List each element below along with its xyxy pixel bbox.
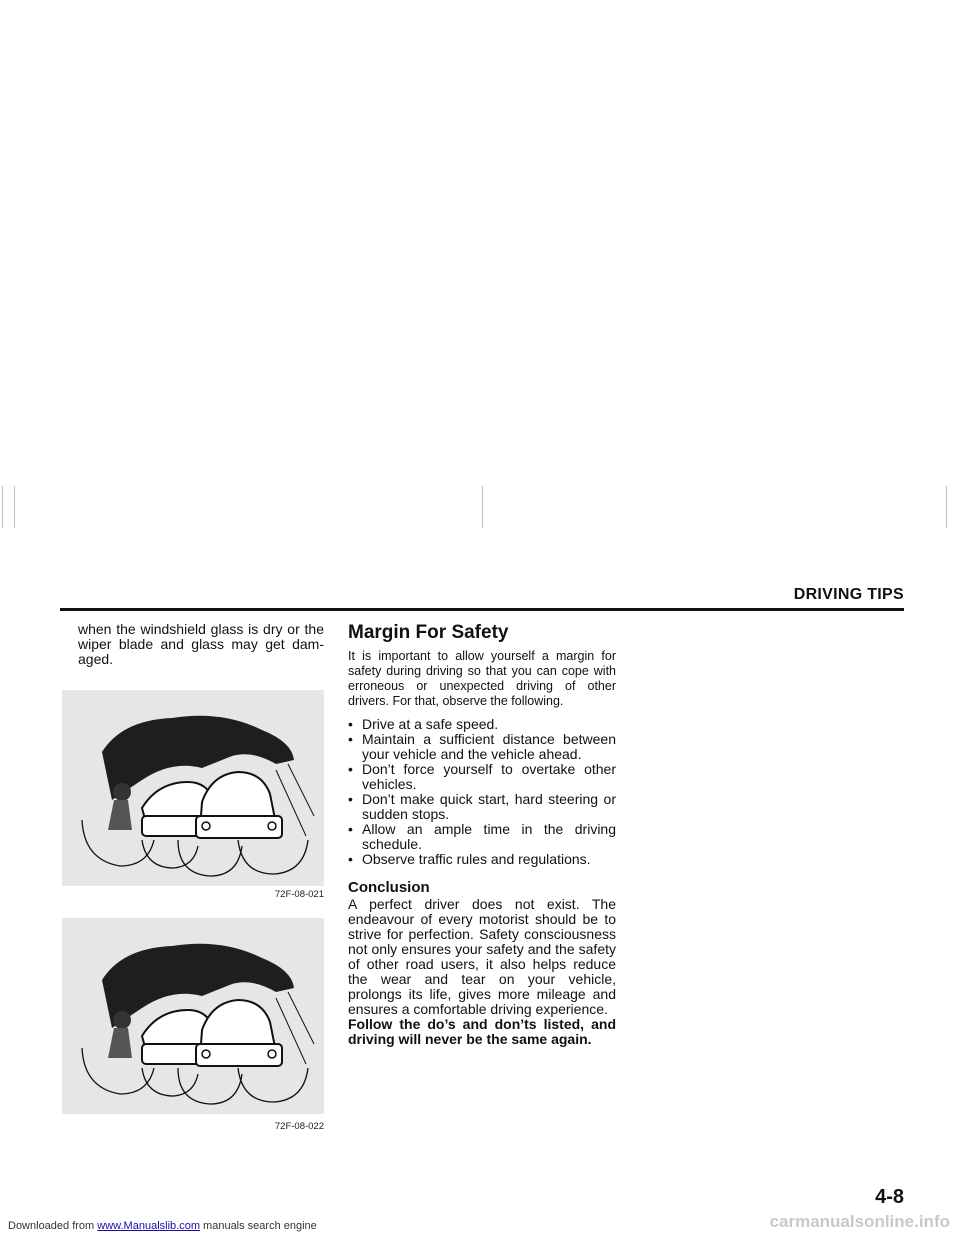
bullet-icon: • (348, 821, 353, 837)
footer-prefix: Downloaded from (8, 1220, 95, 1232)
footer (8, 1220, 317, 1232)
list-item: • Observe traffic rules and regulations. (348, 851, 591, 867)
left-column (78, 622, 324, 667)
figure-caption-1: 72F-08-021 (274, 889, 324, 900)
list-item: • Don’t make quick start, hard steering or sudden stops. (348, 791, 616, 822)
footer-suffix: manuals search engine (203, 1220, 317, 1232)
figure-caption-2: 72F-08-022 (274, 1121, 324, 1132)
margin-intro: It is important to allow yourself a margin for safety during driving so that you can cope with erroneous or unexpected driving of other drivers. For that, observe the following. (348, 649, 616, 708)
list-item: • Maintain a sufficient distance between your vehicle and the vehicle ahead. (348, 731, 616, 762)
bullet-icon: • (348, 716, 353, 732)
bullet-icon: • (348, 731, 353, 747)
heading-conclusion: Conclusion (348, 879, 430, 896)
right-column (348, 622, 616, 1047)
bullet-icon: • (348, 791, 353, 807)
watermark: carmanualsonline.info (769, 1212, 950, 1231)
section-title: DRIVING TIPS (793, 586, 904, 603)
heading-margin-for-safety: Margin For Safety (348, 622, 509, 643)
crop-mark (14, 486, 15, 528)
cars-fog-illustration-2 (62, 918, 324, 1114)
header-rule (60, 608, 904, 611)
conclusion-bold-text: Follow the do’s and don’ts listed, and driving will never be the same again. (348, 1016, 616, 1047)
crop-mark (482, 486, 483, 528)
conclusion-text: A perfect driver does not exist. The endeavour of every motorist should be to strive for perfection. Safety consciousness not only ensures your safety and the safety of other road users, it also helps reduce the wear and tear on your vehicle, prolongs its life, gives more mileage and ensures a comfortable driving experience. (348, 896, 616, 1017)
page-number: 4-8 (875, 1186, 904, 1208)
list-item: • Don’t force yourself to overtake other vehicles. (348, 761, 616, 792)
safety-list (348, 717, 616, 867)
figure-cars-fog-2 (62, 918, 324, 1114)
bullet-icon: • (348, 761, 353, 777)
crop-mark (946, 486, 947, 528)
intro-text: when the windshield glass is dry or the wiper blade and glass may get dam-aged. (78, 621, 324, 667)
crop-mark (2, 486, 3, 528)
list-item: • Allow an ample time in the driving schedule. (348, 821, 616, 852)
figure-cars-fog-1 (62, 690, 324, 886)
cars-fog-illustration-1 (62, 690, 324, 886)
footer-link[interactable]: www.Manualslib.com (97, 1220, 200, 1232)
bullet-icon: • (348, 851, 353, 867)
list-item: • Drive at a safe speed. (348, 716, 499, 732)
